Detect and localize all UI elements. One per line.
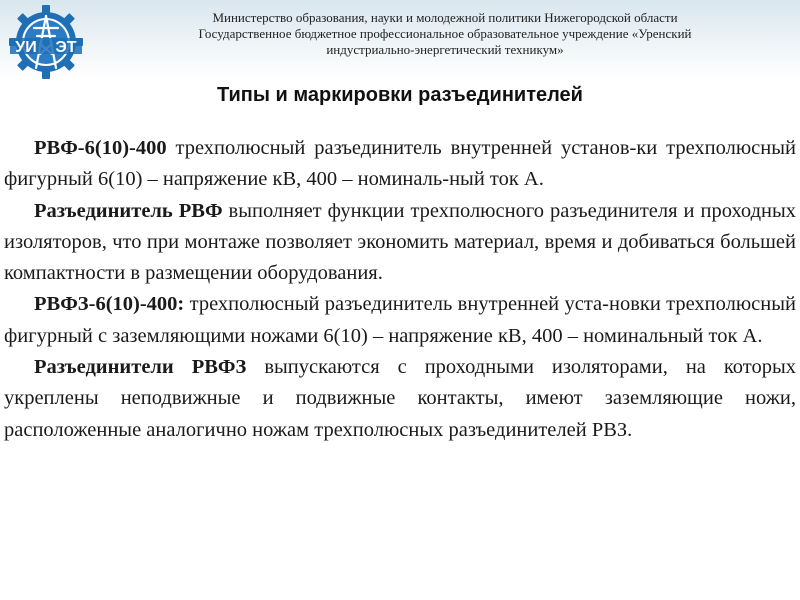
paragraph-term: Разъединитель РВФ <box>34 199 223 222</box>
page-title: Типы и маркировки разъединителей <box>217 84 583 106</box>
paragraph-term: РВФЗ-6(10)-400: <box>34 293 185 316</box>
logo-text-left: УИ <box>15 39 37 56</box>
tower-gear-logo <box>4 2 88 82</box>
paragraph-term: РВФ-6(10)-400 <box>34 137 167 159</box>
body-text <box>4 133 796 446</box>
org-line: Государственное бюджетное профессиональное образовательное учреждение «Уренский <box>198 26 692 41</box>
paragraph <box>4 133 796 196</box>
logo-text-right: ЭТ <box>55 39 77 56</box>
paragraph-text: трехполюсный разъединитель внутренней установ-ки трехполюсный фигурный 6(10) – напряжение кВ, 400 – номиналь-ный ток А. <box>4 137 796 191</box>
paragraph <box>4 289 796 352</box>
paragraph-term: Разъединители РВФЗ <box>34 356 247 379</box>
organization-header <box>100 10 790 58</box>
org-line: индустриально-энергетический техникум» <box>326 42 564 57</box>
paragraph-text: выпускаются с проходными изоляторами, на которых укреплены неподвижные и подвижные контакты, имеют заземляющие ножи, расположенные аналогично ножам трехполюсных разъединителей РВЗ. <box>4 356 796 441</box>
paragraph-text: выполняет функции трехполюсного разъединителя и проходных изоляторов, что при монтаже позволяет экономить материал, время и добиваться большей компактности в размещении оборудования. <box>4 199 796 285</box>
paragraph <box>4 196 796 290</box>
paragraph <box>4 352 796 446</box>
org-line: Министерство образования, науки и молодежной политики Нижегородской области <box>212 10 678 25</box>
paragraph-text: трехполюсный разъединитель внутренней уста-новки трехполюсный фигурный с заземляющими ножами 6(10) – напряжение кВ, 400 – номинальный ток А. <box>4 293 796 347</box>
